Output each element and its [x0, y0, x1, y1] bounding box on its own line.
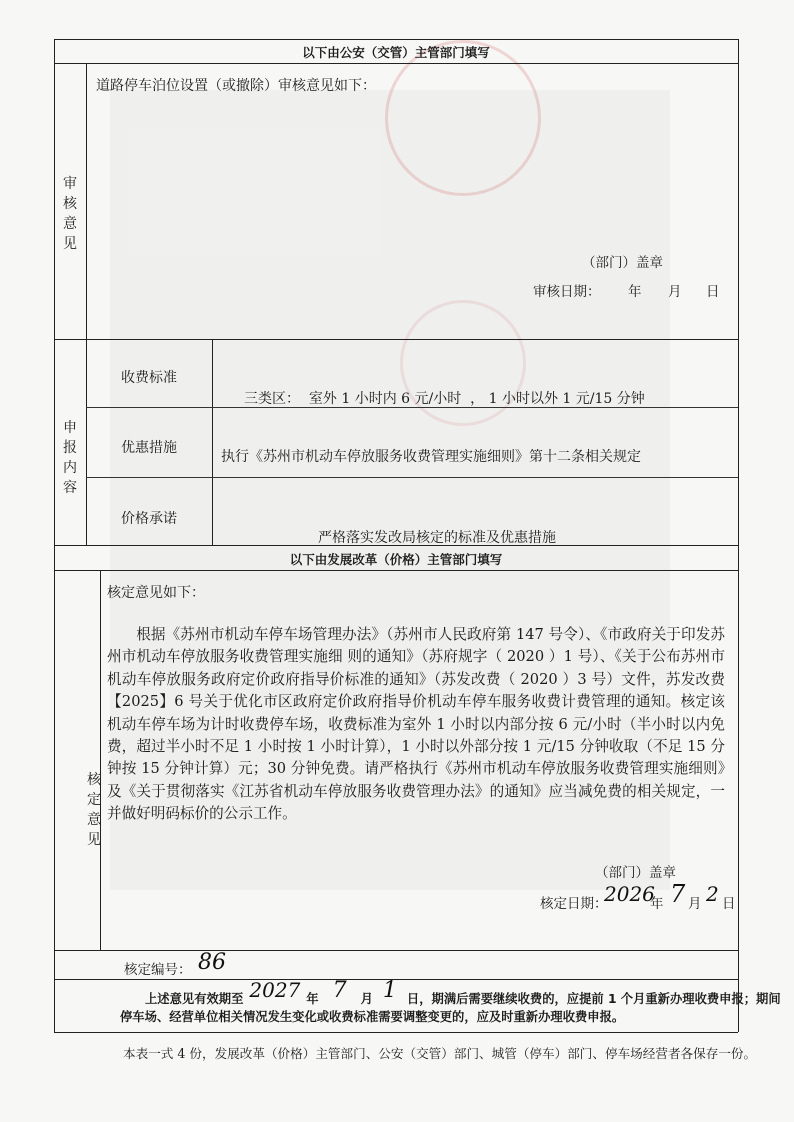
approval-day-unit: 日 [722, 896, 736, 912]
handwritten-validity-month: 7 [332, 978, 347, 1003]
declare-side-label: 申报内容 [63, 420, 77, 496]
approval-month-unit: 月 [688, 896, 702, 912]
handwritten-approval-number: 86 [198, 950, 226, 975]
handwritten-approval-year: 2026 [604, 882, 655, 906]
approval-opinion-label: 核定意见如下： [107, 585, 205, 601]
review-side-label: 审核意见 [63, 176, 77, 252]
validity-month-unit: 月 [360, 992, 373, 1006]
handwritten-validity-year: 2027 [249, 978, 301, 1002]
price-promise-value: 严格落实发改局核定的标准及优惠措施 [318, 530, 556, 546]
fee-standard-value: 三类区： 室外 1 小时内 6 元/小时 ， 1 小时以外 1 元/15 分钟 [244, 391, 645, 407]
police-section-header: 以下由公安（交管）主管部门填写 [302, 45, 490, 60]
price-promise-label: 价格承诺 [121, 511, 177, 527]
review-date-label: 审核日期： [533, 284, 601, 300]
validity-suffix: 日，期满后需要继续收费的，应提前 1 个月重新办理收费申报；期间 [406, 992, 781, 1006]
review-day: 日 [706, 284, 720, 300]
handwritten-validity-day: 1 [382, 978, 397, 1003]
validity-line-1 [145, 978, 781, 1009]
approval-date-label: 核定日期： [540, 896, 608, 912]
handwritten-approval-month: 7 [670, 880, 686, 908]
review-dept-seal: （部门）盖章 [582, 255, 663, 271]
review-month: 月 [668, 284, 682, 300]
discount-label: 优惠措施 [121, 440, 177, 456]
footnote: 本表一式 4 份，发展改革（价格）主管部门、公安（交管）部门、城管（停车）部门、停车场经营者各保存一份。 [123, 1046, 757, 1061]
price-section-header: 以下由发展改革（价格）主管部门填写 [289, 552, 503, 567]
fee-standard-label: 收费标准 [121, 370, 177, 386]
approval-body-text: 根据《苏州市机动车停车场管理办法》（苏州市人民政府第 147 号令）、《市政府关于印发苏州市机动车停放服务收费管理实施细 则的通知》（苏府规字（ 2020 ）1 号）、《关于公布苏州市机动车停放服务政府定价政府指导价标准的通知》（苏发改费（ 2020 ）3 号）文件，苏发改费【2025】6 号关于优化市区政府定价政府指导价机动车停车服务收费计费管理的通知。核定该机动车停车场为计时收费停车场，收费标准为室外 1 小时以内部分按 6 元/小时（半小时以内免费，超过半小时不足 1 小时按 1 小时计算），1 小时以外部分按 1 元/15 分钟收取（不足 15 分钟按 15 分钟计算）元；30 分钟免费。请严格执行《苏州市机动车停放服务收费管理实施细则》及《关于贯彻落实《江苏省机动车停放服务收费管理办法》的通知》应当减免费的相关规定，一并做好明码标价的公示工作。 [107, 626, 725, 823]
approval-number-label: 核定编号： [124, 962, 192, 978]
validity-prefix: 上述意见有效期至 [145, 992, 244, 1006]
review-opinion-label: 道路停车泊位设置（或撤除）审核意见如下： [96, 78, 376, 94]
handwritten-approval-day: 2 [706, 882, 719, 906]
approval-year-unit: 年 [650, 896, 664, 912]
validity-year-unit: 年 [306, 992, 319, 1006]
validity-line-2: 停车场、经营单位相关情况发生变化或收费标准需要调整变更的，应及时重新办理收费申报。 [120, 1010, 625, 1024]
discount-value: 执行《苏州市机动车停放服务收费管理实施细则》第十二条相关规定 [221, 449, 641, 465]
approval-side-label: 核定意见 [87, 772, 101, 848]
approval-dept-seal: （部门）盖章 [595, 865, 676, 881]
review-year: 年 [628, 284, 642, 300]
